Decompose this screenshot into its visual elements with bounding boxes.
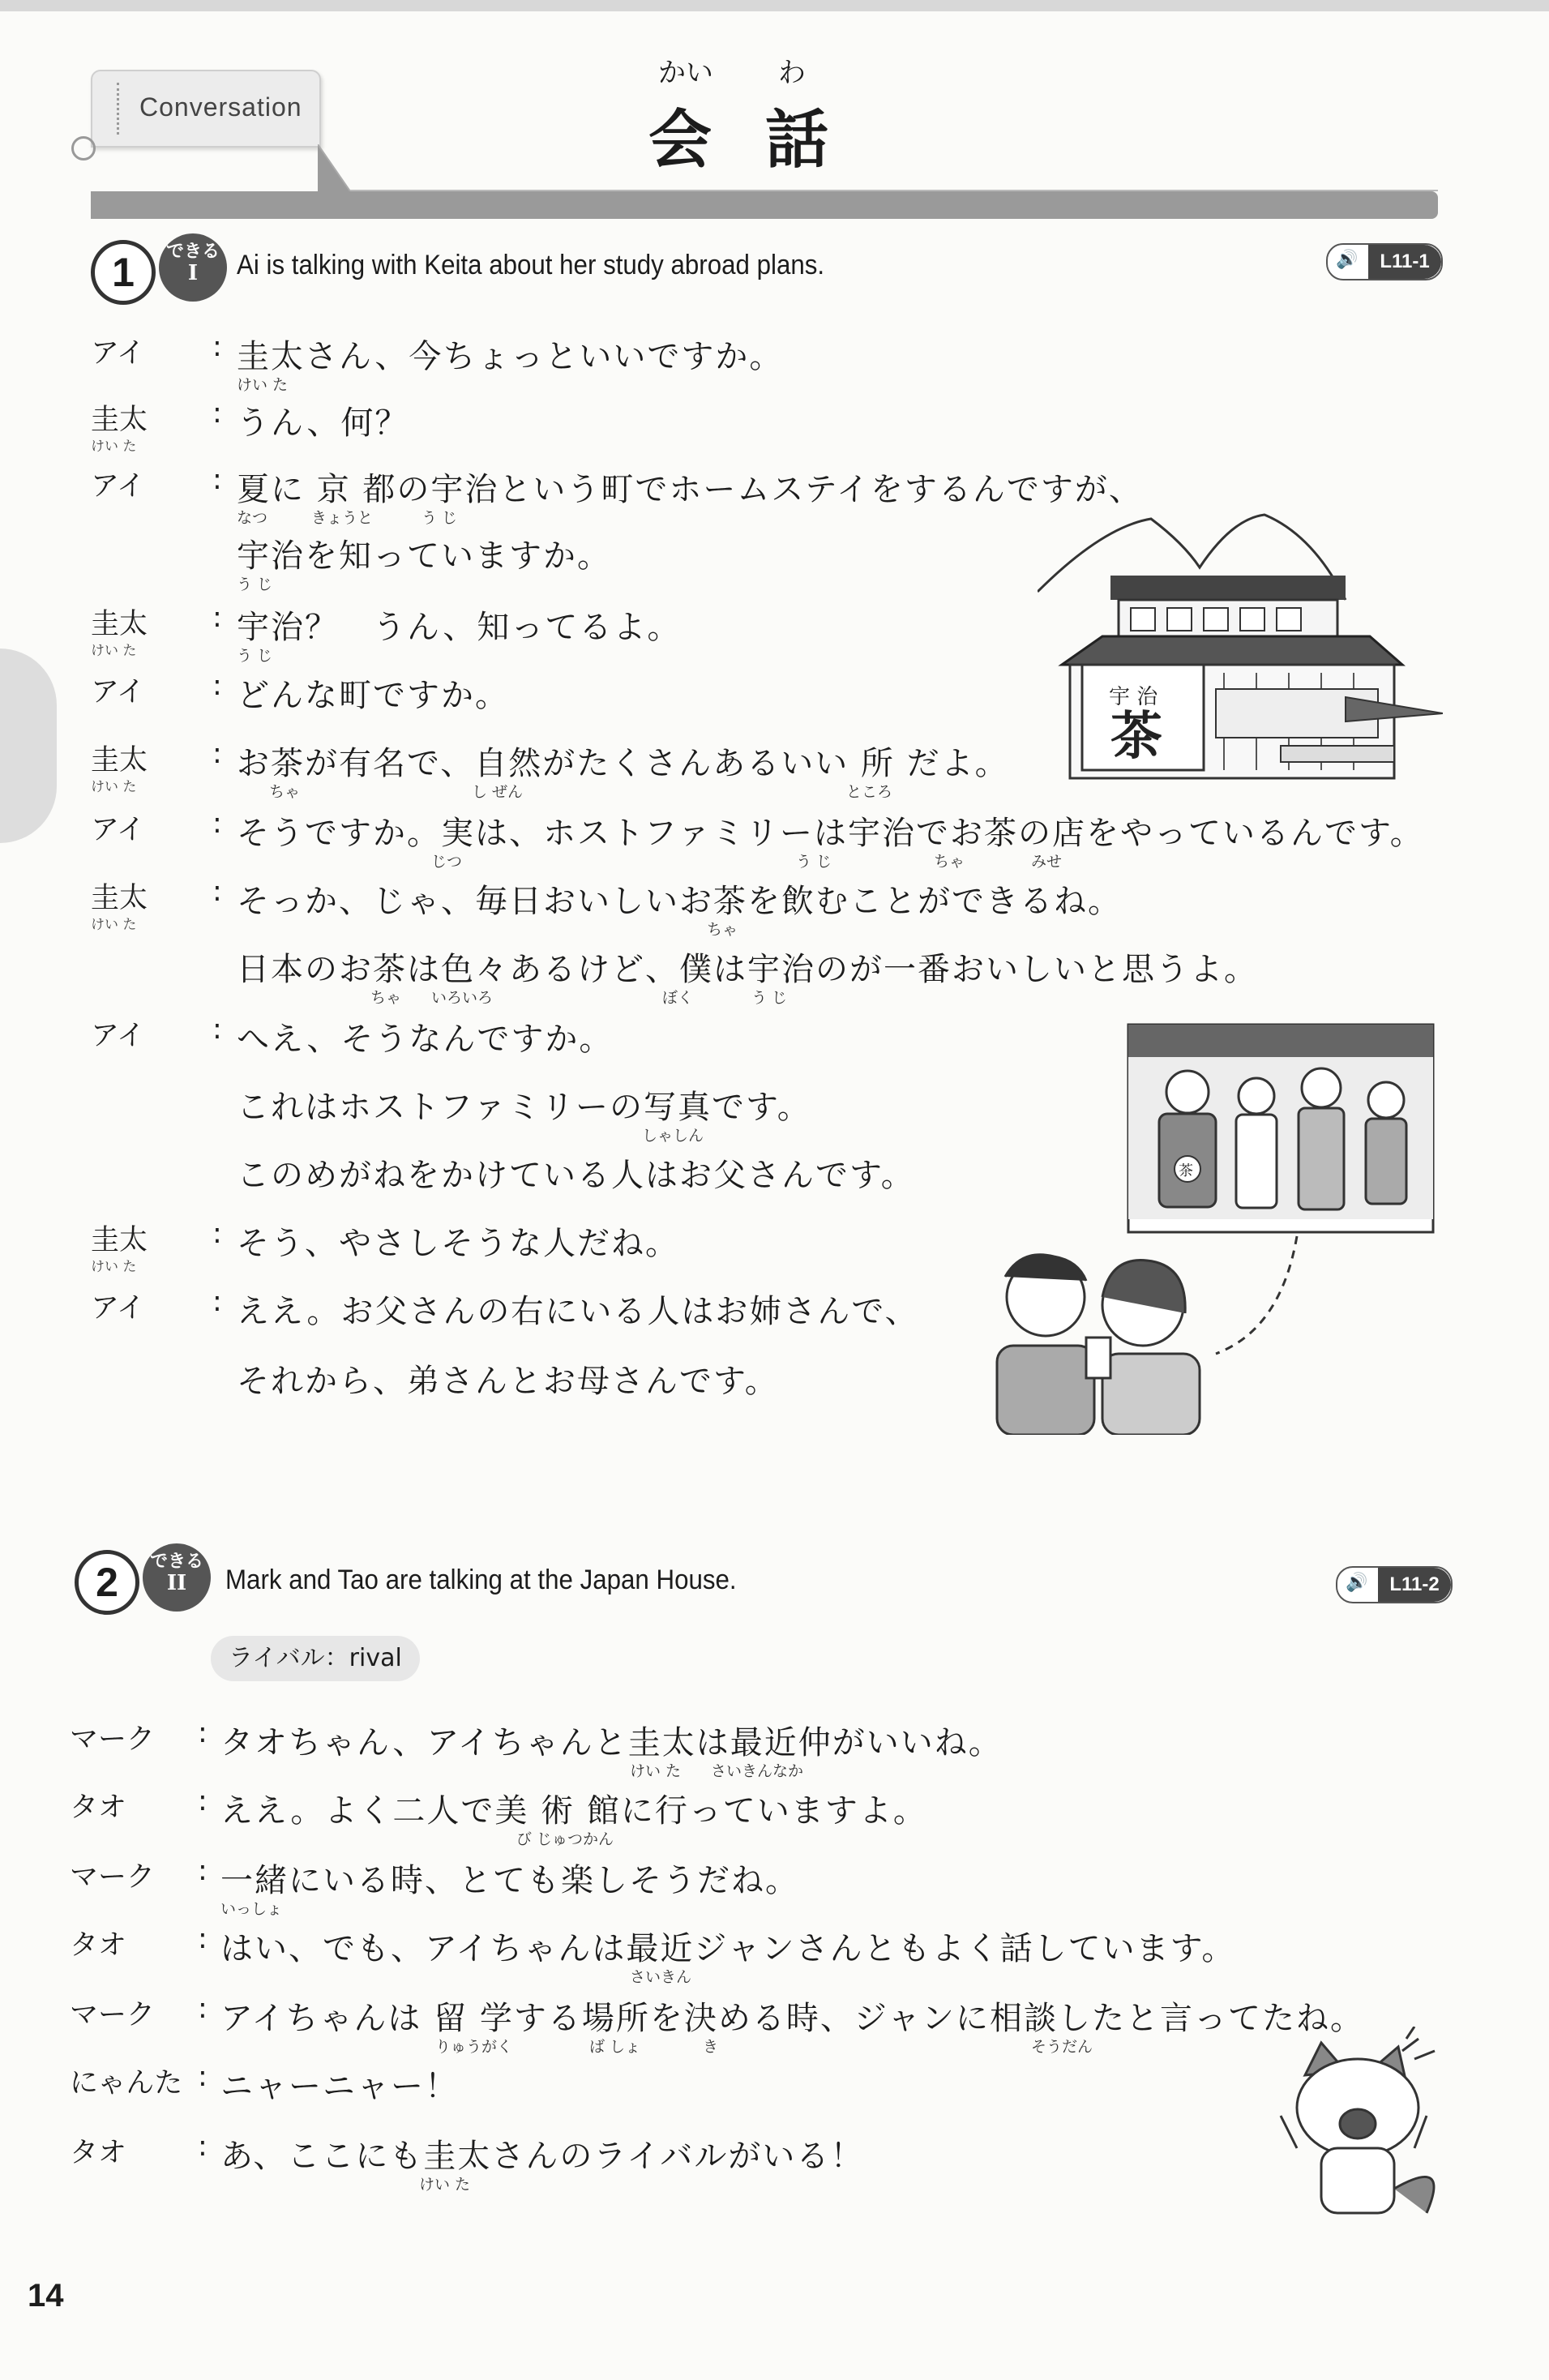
colon: : <box>212 1286 222 1318</box>
tea-shop-illustration <box>1038 503 1443 794</box>
speaker-ruby: けい た <box>91 439 137 455</box>
colon: : <box>198 1855 208 1887</box>
dialogue-text: ええ。よく二人で美 術 館に行っていますよ。 <box>220 1792 927 1830</box>
colon: : <box>198 2061 208 2093</box>
dialogue-text: あ、ここにも圭太さんのライバルがいる！ <box>220 2138 865 2175</box>
speaker-name: タオ <box>70 1791 127 1824</box>
colon: : <box>198 1717 208 1749</box>
colon: : <box>212 331 222 363</box>
speaker-name: アイ <box>91 814 145 846</box>
speaker-name: アイ <box>91 1020 145 1052</box>
shop-sign-small: 宇 治 <box>1109 685 1158 709</box>
dialogue-text: そう、やさしそうな人だね。 <box>237 1225 679 1262</box>
furigana: う じ <box>421 509 458 527</box>
section-1-number: 1 <box>91 240 156 305</box>
speaker-name: 圭太 <box>91 404 148 436</box>
nyanta-cat-illustration <box>1264 2027 1467 2237</box>
speaker-ruby: けい た <box>91 917 137 933</box>
colon: : <box>212 738 222 770</box>
furigana: けい た <box>630 1762 682 1780</box>
audio-track-l11-2[interactable] <box>1336 1566 1453 1603</box>
audio-track-label: L11-2 <box>1378 1568 1451 1602</box>
dialogue-text: タオちゃん、アイちゃんと圭太は最近仲がいいね。 <box>220 1724 1003 1761</box>
page-number: 14 <box>28 2278 64 2314</box>
furigana: し ぜん <box>472 783 524 801</box>
furigana: しゃしん <box>642 1127 704 1145</box>
section-1-dekiru-badge <box>159 233 227 302</box>
audio-track-l11-1[interactable] <box>1326 243 1443 280</box>
dekiru-roman: II <box>166 1571 187 1595</box>
dialogue-text: そっか、じゃ、毎日おいしいお茶を飲むことができるね。 <box>237 883 1122 920</box>
furigana: じつ <box>431 853 463 871</box>
speaker-name: アイ <box>91 470 145 503</box>
dialogue-line <box>0 875 1459 940</box>
speaker-ruby: けい た <box>91 643 137 659</box>
dialogue-text: それから、弟さんとお母さんです。 <box>237 1363 779 1400</box>
furigana: さいきん <box>630 1968 692 1986</box>
dialogue-line <box>0 944 1459 1008</box>
speaker-name: 圭太 <box>91 744 148 777</box>
header-bar <box>91 191 1438 219</box>
furigana: みせ <box>1031 853 1063 871</box>
furigana: ちゃ <box>370 989 402 1007</box>
tab-perforation <box>117 83 119 135</box>
dialogue-text: 圭太さん、今ちょっといいですか。 <box>237 338 784 375</box>
colon: : <box>212 670 222 702</box>
section-1-description: Ai is talking with Keita about her study abroad plans. <box>237 250 825 280</box>
dialogue-text: 宇治を知っていますか。 <box>237 537 611 575</box>
colon: : <box>198 2130 208 2163</box>
speaker-icon: 🔊 <box>1346 1573 1368 1593</box>
furigana: ところ <box>846 783 893 801</box>
furigana: なつ <box>237 509 268 527</box>
colon: : <box>212 601 222 634</box>
speaker-name: 圭太 <box>91 608 148 640</box>
shop-sign-big: 茶 <box>1110 707 1162 767</box>
colon: : <box>198 1923 208 1955</box>
speaker-ruby: けい た <box>91 779 137 795</box>
dialogue-text: 夏に 京 都の宇治という町でホームステイをするんですが、 <box>237 471 1143 508</box>
dialogue-text: ええ。お父さんの右にいる人はお姉さんで、 <box>237 1293 919 1330</box>
dialogue-text: アイちゃんは 留 学する場所を決める時、ジャンに相談したと言ってたね。 <box>220 2000 1365 2037</box>
furigana: ちゃ <box>707 921 738 939</box>
speaker-name: にゃんた <box>70 2067 183 2100</box>
colon: : <box>212 464 222 496</box>
dialogue-line <box>0 2061 1459 2125</box>
furigana: いっしょ <box>220 1900 283 1918</box>
dialogue-text: このめがねをかけている人はお父さんです。 <box>237 1157 915 1194</box>
colon: : <box>212 875 222 908</box>
colon: : <box>198 1785 208 1817</box>
tab-label: Conversation <box>139 92 302 122</box>
audio-track-label: L11-1 <box>1368 245 1441 279</box>
furigana: りゅうがく <box>435 2038 513 2056</box>
dialogue-line <box>0 807 1459 872</box>
dialogue-line <box>0 1855 1459 1920</box>
speaker-name: 圭太 <box>91 882 148 914</box>
furigana: ちゃ <box>269 783 301 801</box>
furigana: そうだん <box>1031 2038 1093 2056</box>
dialogue-line <box>0 331 1459 396</box>
furigana: きょうと <box>311 509 374 527</box>
colon: : <box>212 397 222 430</box>
dialogue-text: どんな町ですか。 <box>237 677 509 714</box>
dialogue-text: へえ、そうなんですか。 <box>237 1021 614 1058</box>
dialogue-line <box>0 2130 1459 2195</box>
speaker-name: タオ <box>70 2137 127 2169</box>
colon: : <box>212 1218 222 1250</box>
title-ruby-1: かい <box>658 57 713 89</box>
furigana: う じ <box>237 647 273 665</box>
dialogue-line <box>0 1993 1459 2057</box>
furigana: う じ <box>751 989 788 1007</box>
furigana: ちゃ <box>934 853 965 871</box>
apron-mark: 茶 <box>1179 1162 1193 1179</box>
dialogue-text: うん、何？ <box>237 405 409 442</box>
furigana: いろいろ <box>431 989 494 1007</box>
speaker-name: マーク <box>70 1999 156 2031</box>
conversation-tab <box>91 70 321 148</box>
ai-keita-illustration <box>973 1232 1313 1435</box>
dialogue-line <box>0 1785 1459 1850</box>
dekiru-roman: I <box>187 261 199 285</box>
furigana: ば しょ <box>589 2038 641 2056</box>
dialogue-line <box>0 1923 1459 1988</box>
colon: : <box>212 807 222 840</box>
furigana: さいきんなか <box>711 1762 804 1780</box>
dialogue-text: はい、でも、アイちゃんは最近ジャンさんともよく話しています。 <box>220 1930 1236 1967</box>
speaker-name: アイ <box>91 337 145 370</box>
speaker-name: 圭太 <box>91 1224 148 1256</box>
host-family-photo <box>1127 1023 1435 1234</box>
dialogue-line <box>0 397 1459 462</box>
speaker-icon: 🔊 <box>1336 250 1359 270</box>
speaker-name: タオ <box>70 1929 127 1962</box>
speaker-ruby: けい た <box>91 1259 137 1275</box>
section-2-number: 2 <box>75 1550 139 1615</box>
dekiru-label: できる <box>165 242 220 262</box>
dialogue-line <box>0 1717 1459 1782</box>
furigana: き <box>703 2038 719 2056</box>
speaker-name: アイ <box>91 1292 145 1325</box>
dialogue-text: 日本のお茶は色々あるけど、僕は宇治のが一番おいしいと思うよ。 <box>237 951 1258 988</box>
vocab-note: ライバル：rival <box>211 1636 420 1681</box>
speaker-name: マーク <box>70 1861 156 1894</box>
dialogue-text: ニャーニャー！ <box>220 2068 459 2105</box>
furigana: ぼく <box>662 989 694 1007</box>
title-ruby-2: わ <box>778 57 806 89</box>
speaker-name: アイ <box>91 676 145 708</box>
dialogue-text: 宇治？ うん、知ってるよ。 <box>237 609 682 646</box>
top-edge <box>0 0 1549 11</box>
furigana: けい た <box>237 376 289 394</box>
dekiru-label: できる <box>149 1552 203 1572</box>
dialogue-text: これはホストファミリーの写真です。 <box>237 1089 811 1126</box>
colon: : <box>212 1013 222 1046</box>
furigana: う じ <box>237 576 273 593</box>
section-2-dekiru-badge <box>143 1543 211 1612</box>
dialogue-text: お茶が有名で、自然がたくさんあるいい 所 だよ。 <box>237 745 1009 782</box>
colon: : <box>198 1993 208 2025</box>
page-title: 会話 <box>648 104 883 177</box>
section-2-description: Mark and Tao are talking at the Japan House. <box>225 1565 737 1595</box>
furigana: う じ <box>796 853 832 871</box>
dialogue-text: そうですか。実は、ホストファミリーは宇治でお茶の店をやっているんです。 <box>237 815 1424 852</box>
furigana: けい た <box>419 2176 471 2194</box>
furigana: び じゅつかん <box>516 1830 614 1848</box>
speaker-name: マーク <box>70 1723 156 1756</box>
dialogue-text: 一緒にいる時、とても楽しそうだね。 <box>220 1862 799 1899</box>
tag-ring-icon <box>71 136 96 161</box>
